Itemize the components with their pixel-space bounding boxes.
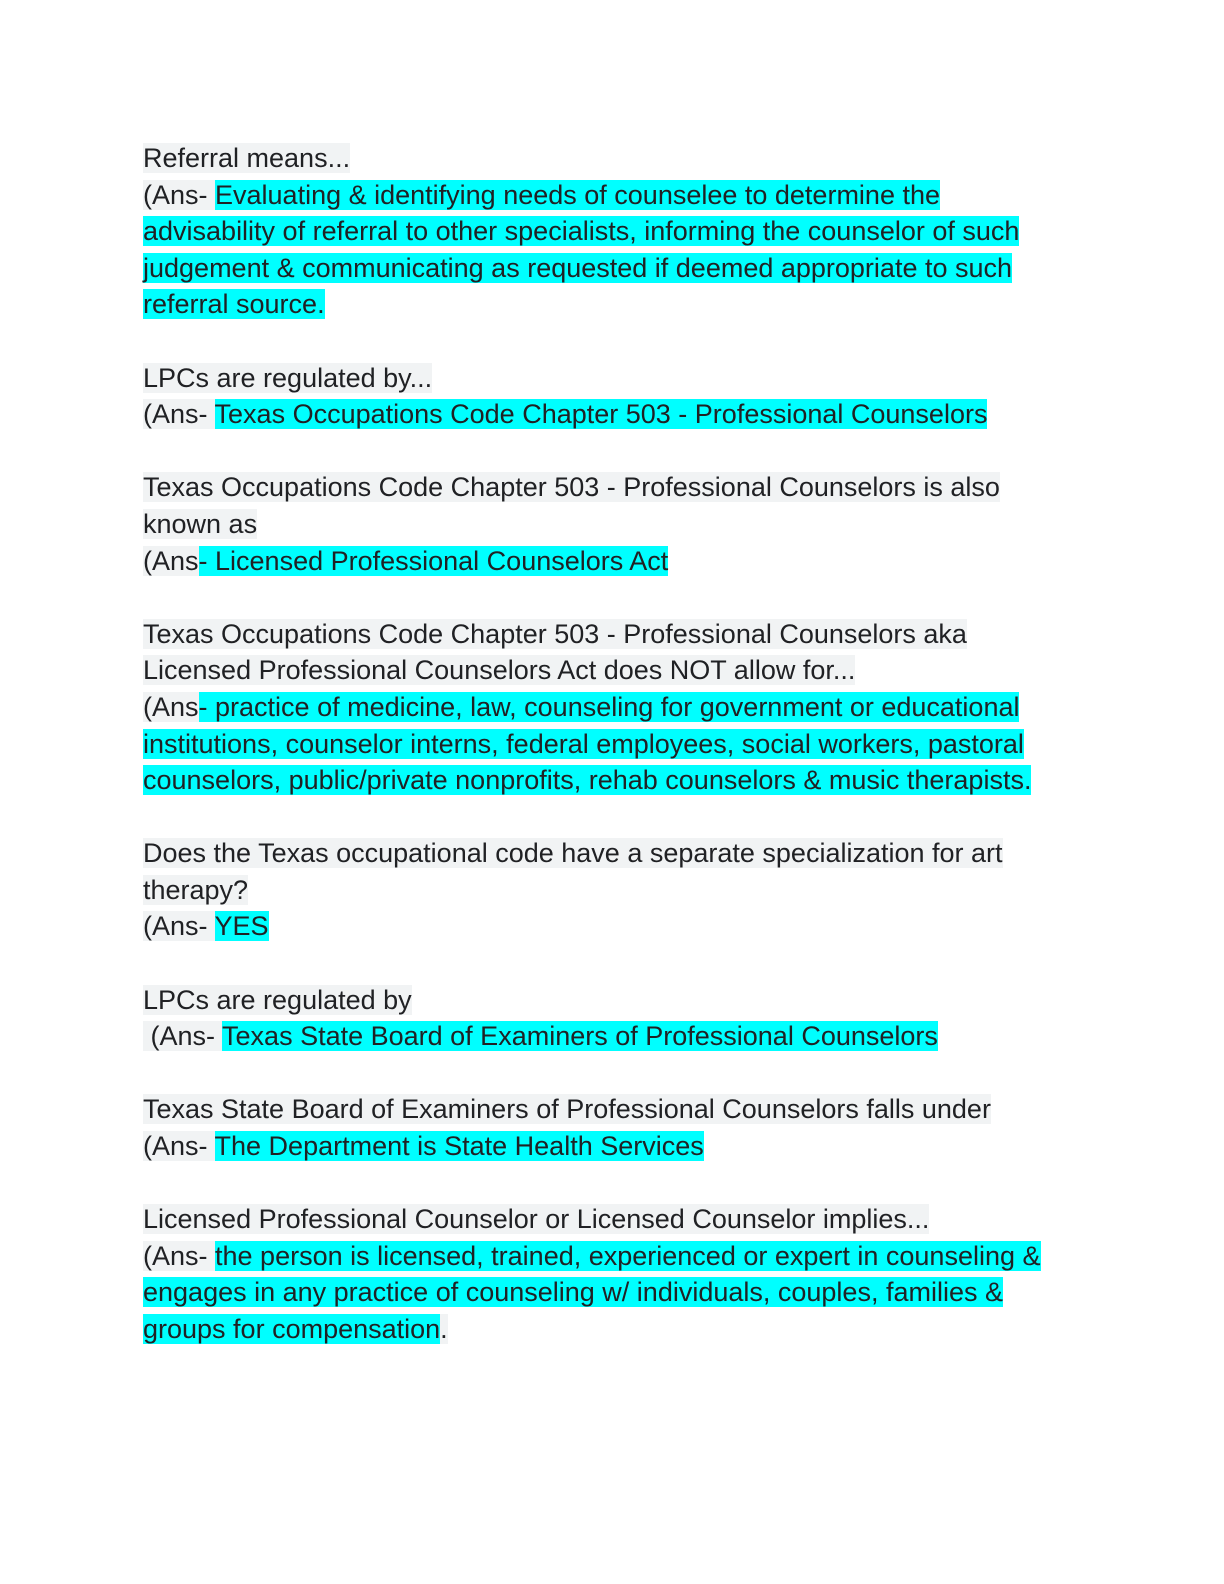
question-text: therapy?	[143, 874, 249, 905]
answer-line	[143, 213, 1083, 250]
answer-text: Texas State Board of Examiners of Professional Counselors	[222, 1021, 938, 1052]
answer-line	[143, 1238, 1083, 1275]
question-line	[143, 140, 1083, 177]
question-text: LPCs are regulated by...	[143, 362, 433, 393]
answer-text: - practice of medicine, law, counseling for government or educational	[198, 691, 1020, 722]
answer-line	[143, 396, 1083, 433]
answer-text: advisability of referral to other specialists, informing the counselor of such	[143, 216, 1020, 247]
answer-line	[143, 177, 1083, 214]
answer-line	[143, 1311, 1083, 1348]
answer-prefix: (Ans-	[143, 399, 215, 430]
answer-line	[143, 1274, 1083, 1311]
question-line	[143, 1201, 1083, 1238]
question-text: Does the Texas occupational code have a separate specialization for art	[143, 838, 1003, 869]
answer-line	[143, 1128, 1083, 1165]
answer-text: Texas Occupations Code Chapter 503 - Professional Counselors	[214, 399, 988, 430]
question-text: Licensed Professional Counselors Act does NOT allow for...	[143, 655, 856, 686]
answer-text: the person is licensed, trained, experienced or expert in counseling &	[215, 1240, 1041, 1271]
answer-line	[143, 286, 1083, 323]
document-page	[143, 140, 1083, 1348]
question-text: Texas State Board of Examiners of Professional Counselors falls under	[143, 1094, 991, 1125]
answer-line	[143, 762, 1083, 799]
answer-text: YES	[214, 911, 269, 942]
answer-suffix: .	[440, 1314, 448, 1344]
question-line	[143, 652, 1083, 689]
question-text: Texas Occupations Code Chapter 503 - Professional Counselors is also	[143, 472, 1000, 503]
answer-text: institutions, counselor interns, federal employees, social workers, pastoral	[143, 728, 1024, 759]
answer-text: referral source.	[143, 289, 325, 320]
question-line	[143, 1091, 1083, 1128]
answer-line	[143, 726, 1083, 763]
question-text: Texas Occupations Code Chapter 503 - Professional Counselors aka	[143, 618, 967, 649]
answer-prefix: (Ans	[143, 545, 199, 576]
question-line	[143, 616, 1083, 653]
answer-line	[143, 1018, 1083, 1055]
question-line	[143, 506, 1083, 543]
question-line	[143, 872, 1083, 909]
question-text: Licensed Professional Counselor or Licensed Counselor implies...	[143, 1204, 930, 1235]
answer-prefix: (Ans-	[143, 1021, 223, 1052]
answer-line	[143, 908, 1083, 945]
question-line	[143, 835, 1083, 872]
question-line	[143, 360, 1083, 397]
answer-text: judgement & communicating as requested if deemed appropriate to such	[143, 252, 1013, 283]
question-text: Referral means...	[143, 143, 351, 173]
answer-text: - Licensed Professional Counselors Act	[198, 545, 669, 576]
answer-text: counselors, public/private nonprofits, rehab counselors & music therapists.	[143, 765, 1032, 796]
answer-prefix: (Ans-	[143, 1131, 215, 1162]
answer-text: groups for compensation	[143, 1314, 441, 1344]
answer-text: engages in any practice of counseling w/ individuals, couples, families &	[143, 1277, 1003, 1308]
answer-line	[143, 543, 1083, 580]
answer-line	[143, 250, 1083, 287]
answer-line	[143, 689, 1083, 726]
answer-prefix: (Ans-	[143, 911, 215, 942]
answer-text: Evaluating & identifying needs of counselee to determine the	[215, 179, 940, 210]
question-line	[143, 982, 1083, 1019]
answer-prefix: (Ans-	[143, 179, 216, 210]
question-text: LPCs are regulated by	[143, 984, 412, 1015]
question-line	[143, 469, 1083, 506]
answer-text: The Department is State Health Services	[214, 1131, 704, 1162]
question-text: known as	[143, 508, 258, 539]
answer-prefix: (Ans	[143, 691, 199, 722]
answer-prefix: (Ans-	[143, 1240, 216, 1271]
